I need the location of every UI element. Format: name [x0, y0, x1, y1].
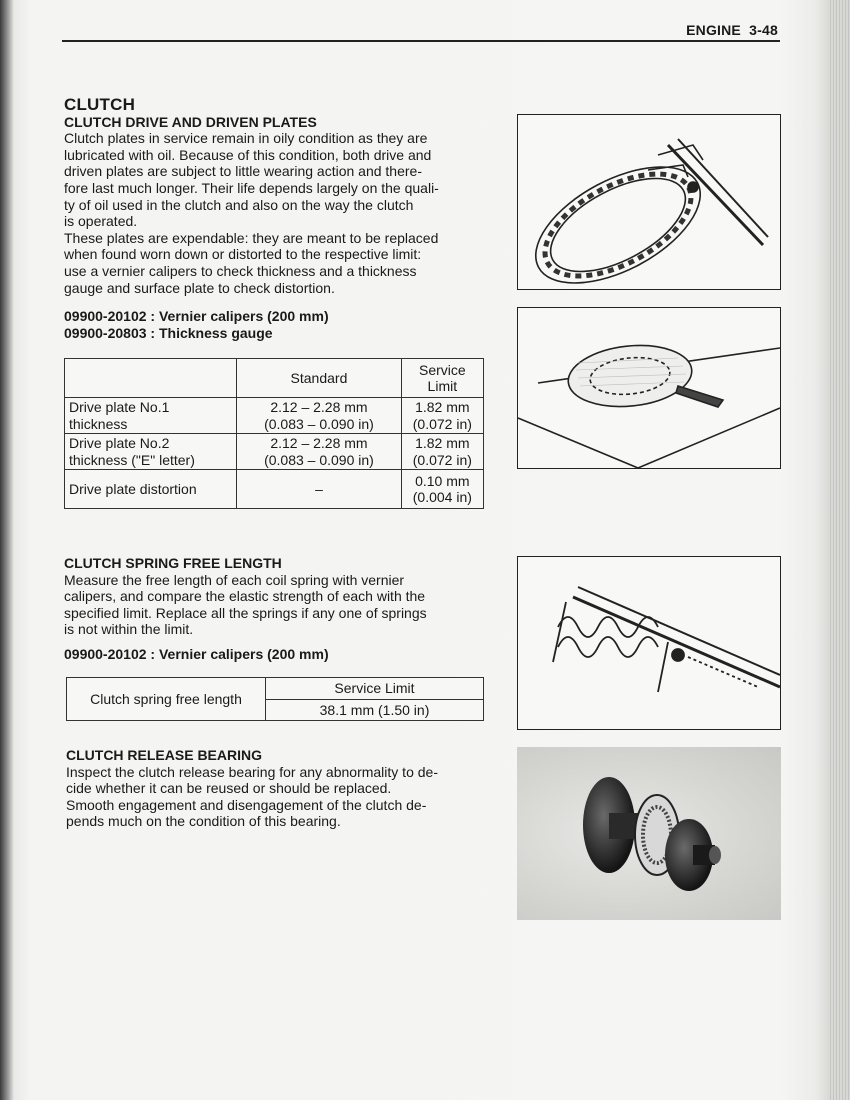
text-line: lubricated with oil. Because of this condition, both drive and — [64, 146, 432, 163]
calipers-plate-illustration — [518, 115, 780, 289]
text-line: These plates are expendable: they are meant to be replaced — [64, 229, 439, 246]
drive-plates-para1 — [64, 130, 484, 230]
tool-vernier-calipers: 09900-20102 : Vernier calipers (200 mm) — [64, 308, 329, 325]
text-line: pends much on the condition of this bearing. — [66, 813, 341, 830]
item-line1: Drive plate No.2 — [69, 435, 170, 451]
row-limit — [401, 470, 483, 509]
bearing-para — [66, 764, 484, 830]
header-section: ENGINE — [686, 22, 741, 38]
spring-para — [64, 572, 484, 638]
std-line1: 2.12 – 2.28 mm — [270, 435, 368, 451]
row-limit — [401, 434, 483, 470]
header-rule — [62, 40, 780, 42]
photo-release-bearing — [517, 747, 781, 920]
lim-line1: 0.10 mm — [415, 472, 470, 489]
text-line: driven plates are subject to little wearing action and there- — [64, 163, 422, 180]
text-line: Clutch plates in service remain in oily condition as they are — [64, 130, 428, 147]
tool-thickness-gauge: 09900-20803 : Thickness gauge — [64, 324, 273, 341]
item-line2: thickness ("E" letter) — [69, 451, 195, 468]
spring-col-limit: Service Limit — [266, 678, 484, 700]
table-header-row — [65, 359, 484, 398]
spring-spec-table — [66, 677, 484, 721]
row-item: Drive plate distortion — [65, 470, 237, 509]
bearing-section — [66, 747, 484, 830]
lim-line2: (0.004 in) — [412, 489, 472, 505]
release-bearing-illustration — [517, 747, 781, 920]
text-line: Inspect the clutch release bearing for any abnormality to de- — [66, 763, 438, 780]
header-page-number: 3-48 — [749, 22, 778, 38]
item-line2: thickness — [69, 415, 128, 432]
tool-vernier-calipers-spring: 09900-20102 : Vernier calipers (200 mm) — [64, 645, 329, 662]
spring-limit-value: 38.1 mm (1.50 in) — [266, 699, 484, 721]
spring-section — [64, 555, 484, 663]
text-line: use a vernier calipers to check thickness and a thickness — [64, 262, 417, 279]
text-line: specified limit. Replace all the springs if any one of springs — [64, 604, 427, 621]
drive-plates-section — [64, 97, 484, 341]
drive-plates-para2 — [64, 230, 484, 296]
bleed-through — [690, 90, 694, 105]
col-limit-line2: Limit — [427, 378, 458, 394]
text-line: ty of oil used in the clutch and also on the way the clutch — [64, 196, 414, 213]
row-standard — [237, 398, 401, 434]
page-title: CLUTCH — [64, 95, 136, 114]
figure-calipers-drive-plate — [517, 114, 781, 290]
col-limit-line1: Service — [418, 361, 466, 378]
table-corner-cell — [65, 359, 237, 398]
table-row — [65, 434, 484, 470]
drive-plates-heading: CLUTCH DRIVE AND DRIVEN PLATES — [64, 113, 317, 130]
std-line2: (0.083 – 0.090 in) — [264, 415, 374, 432]
page-header — [686, 22, 778, 38]
figure-calipers-spring — [517, 556, 781, 730]
text-line: gauge and surface plate to check distortion. — [64, 279, 335, 296]
figure-surface-plate-gauge — [517, 307, 781, 469]
text-line: Measure the free length of each coil spring with vernier — [64, 571, 405, 588]
lim-line2: (0.072 in) — [412, 451, 472, 468]
lim-line1: 1.82 mm — [415, 399, 470, 415]
row-item — [65, 398, 237, 434]
row-item — [65, 434, 237, 470]
text-line: is not within the limit. — [64, 621, 194, 638]
text-line: Smooth engagement and disengagement of the clutch de- — [66, 796, 427, 813]
table-row — [65, 470, 484, 509]
page-edge — [828, 0, 850, 1100]
row-standard: – — [237, 470, 401, 509]
bearing-heading: CLUTCH RELEASE BEARING — [66, 747, 263, 763]
text-line: is operated. — [64, 213, 138, 230]
item-line1: Drive plate No.1 — [69, 399, 170, 415]
lim-line2: (0.072 in) — [412, 415, 472, 432]
text-line: when found worn down or distorted to the respective limit: — [64, 246, 422, 263]
std-line1: 2.12 – 2.28 mm — [270, 399, 368, 415]
std-line2: (0.083 – 0.090 in) — [264, 451, 374, 468]
text-line: fore last much longer. Their life depends largely on the quali- — [64, 179, 439, 196]
table-row — [65, 398, 484, 434]
text-line: cide whether it can be reused or should be replaced. — [66, 780, 392, 797]
spring-item: Clutch spring free length — [67, 678, 266, 721]
text-line: calipers, and compare the elastic strength of each with the — [64, 588, 426, 605]
table-row — [67, 678, 484, 700]
surface-plate-illustration — [518, 308, 780, 468]
row-limit — [401, 398, 483, 434]
drive-plate-spec-table — [64, 358, 484, 509]
col-standard: Standard — [237, 359, 401, 398]
lim-line1: 1.82 mm — [415, 435, 470, 451]
col-service-limit — [401, 359, 483, 398]
calipers-spring-illustration — [518, 557, 780, 729]
spring-heading: CLUTCH SPRING FREE LENGTH — [64, 555, 282, 571]
row-standard — [237, 434, 401, 470]
